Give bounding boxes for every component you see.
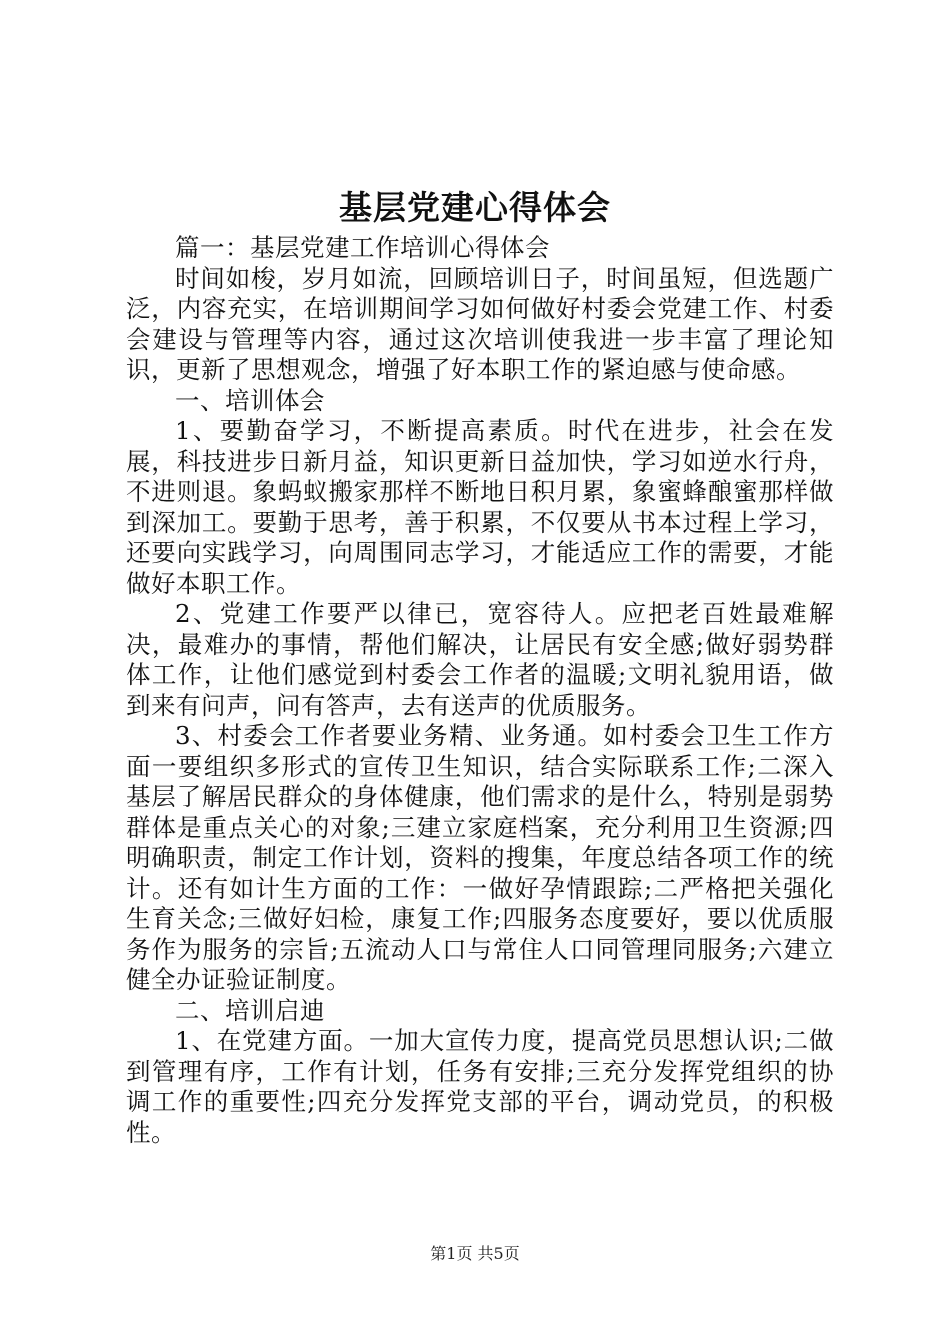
- section-heading-training-experience: 一、培训体会: [175, 385, 325, 415]
- paragraph-point-2: 2、党建工作要严以律已，宽容待人。应把老百姓最难解决，最难办的事情，帮他们解决，让居民有安全感;做好弱势群体工作，让他们感觉到村委会工作者的温暖;文明礼貌用语，做到来有问声，问有答声，去有送声的优质服务。: [126, 599, 834, 720]
- section-heading-part-one: 篇一：基层党建工作培训心得体会: [175, 233, 550, 262]
- paragraph-point-3: 3、村委会工作者要业务精、业务通。如村委会卫生工作方面一要组织多形式的宣传卫生知识，结合实际联系工作;二深入基层了解居民群众的身体健康，他们需求的是什么，特别是弱势群体是重点关心的对象;三建立家庭档案，充分利用卫生资源;四明确职责，制定工作计划，资料的搜集，年度总结各项工作的统计。还有如计生方面的工作：一做好孕情跟踪;二严格把关强化生育关念;三做好妇检，康复工作;四服务态度要好，要以优质服务作为服务的宗旨;五流动人口与常住人口同管理同服务;六建立健全办证验证制度。: [126, 721, 834, 994]
- paragraph-point-1: 1、要勤奋学习，不断提高素质。时代在进步，社会在发展，科技进步日新月益，知识更新日益加快，学习如逆水行舟，不进则退。象蚂蚁搬家那样不断地日积月累，象蜜蜂酿蜜那样做到深加工。要勤于思考，善于积累，不仅要从书本过程上学习，还要向实践学习，向周围同志学习，才能适应工作的需要，才能做好本职工作。: [126, 416, 834, 598]
- section-heading-training-inspiration: 二、培训启迪: [175, 995, 325, 1025]
- page-indicator: 第1页 共5页: [430, 1244, 520, 1263]
- document-title: 基层党建心得体会: [339, 188, 611, 227]
- paragraph-inspiration-1: 1、在党建方面。一加大宣传力度，提高党员思想认识;二做到管理有序，工作有计划，任务有安排;三充分发挥党组织的协调工作的重要性;四充分发挥党支部的平台，调动党员，的积极性。: [126, 1026, 834, 1147]
- paragraph-intro: 时间如梭，岁月如流，回顾培训日子，时间虽短，但选题广泛，内容充实，在培训期间学习如何做好村委会党建工作、村委会建设与管理等内容，通过这次培训使我进一步丰富了理论知识，更新了思想观念，增强了好本职工作的紧迫感与使命感。: [126, 263, 834, 384]
- document-body: [126, 233, 834, 1148]
